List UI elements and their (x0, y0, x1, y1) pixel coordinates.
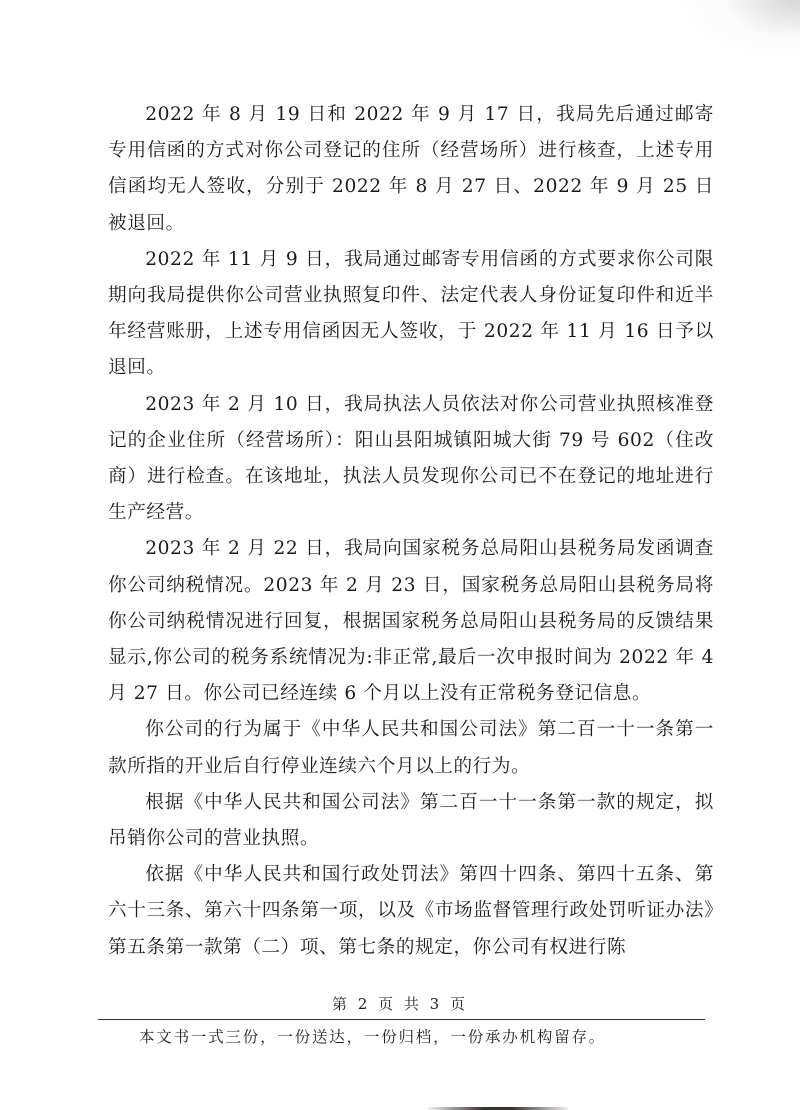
document-body (108, 97, 714, 966)
page-indicator: 第 2 页 共 3 页 (332, 995, 468, 1013)
paragraph-violation-finding: 你公司的行为属于《中华人民共和国公司法》第二百一十一条第一款所指的开业后自行停业连续六个月以上的行为。 (108, 719, 714, 777)
paragraph-tax-inquiry: 2023 年 2 月 22 日，我局向国家税务总局阳山县税务局发函调查你公司纳税情况。2023 年 2 月 23 日，国家税务总局阳山县税务局将你公司纳税情况进行回复，根据国家税务总局阳山县税务局的反馈结果显示,你公司的税务系统情况为:非正常,最后一次申报时间为 2022 年 4 月 27 日。你公司已经连续 6 个月以上没有正常税务登记信息。 (108, 538, 714, 705)
paragraph-legal-rights: 依据《中华人民共和国行政处罚法》第四十四条、第四十五条、第六十三条、第六十四条第一项，以及《市场监督管理行政处罚听证办法》第五条第一款第（二）项、第七条的规定，你公司有权进行陈 (108, 864, 714, 958)
footer-note: 本文书一式三份，一份送达，一份归档，一份承办机构留存。 (139, 1028, 607, 1046)
paragraph-document-request: 2022 年 11 月 9 日，我局通过邮寄专用信函的方式要求你公司限期向我局提供你公司营业执照复印件、法定代表人身份证复印件和近半年经营账册，上述专用信函因无人签收，于 2022 年 11 月 16 日予以退回。 (108, 248, 714, 379)
scan-shadow (680, 0, 800, 60)
paragraph-proposed-penalty: 根据《中华人民共和国公司法》第二百一十一条第一款的规定，拟吊销你公司的营业执照。 (108, 791, 714, 850)
paragraph-mail-verification: 2022 年 8 月 19 日和 2022 年 9 月 17 日，我局先后通过邮寄专用信函的方式对你公司登记的住所（经营场所）进行核查，上述专用信函均无人签收，分别于 2022 年 8 月 27 日、2022 年 9 月 25 日被退回。 (108, 104, 714, 234)
footer-divider (98, 1019, 705, 1020)
paragraph-site-inspection: 2023 年 2 月 10 日，我局执法人员依法对你公司营业执照核准登记的企业住所（经营场所）：阳山县阳城镇阳城大街 79 号 602（住改商）进行检查。在该地址，执法人员发现你公司已不在登记的地址进行生产经营。 (108, 393, 714, 524)
